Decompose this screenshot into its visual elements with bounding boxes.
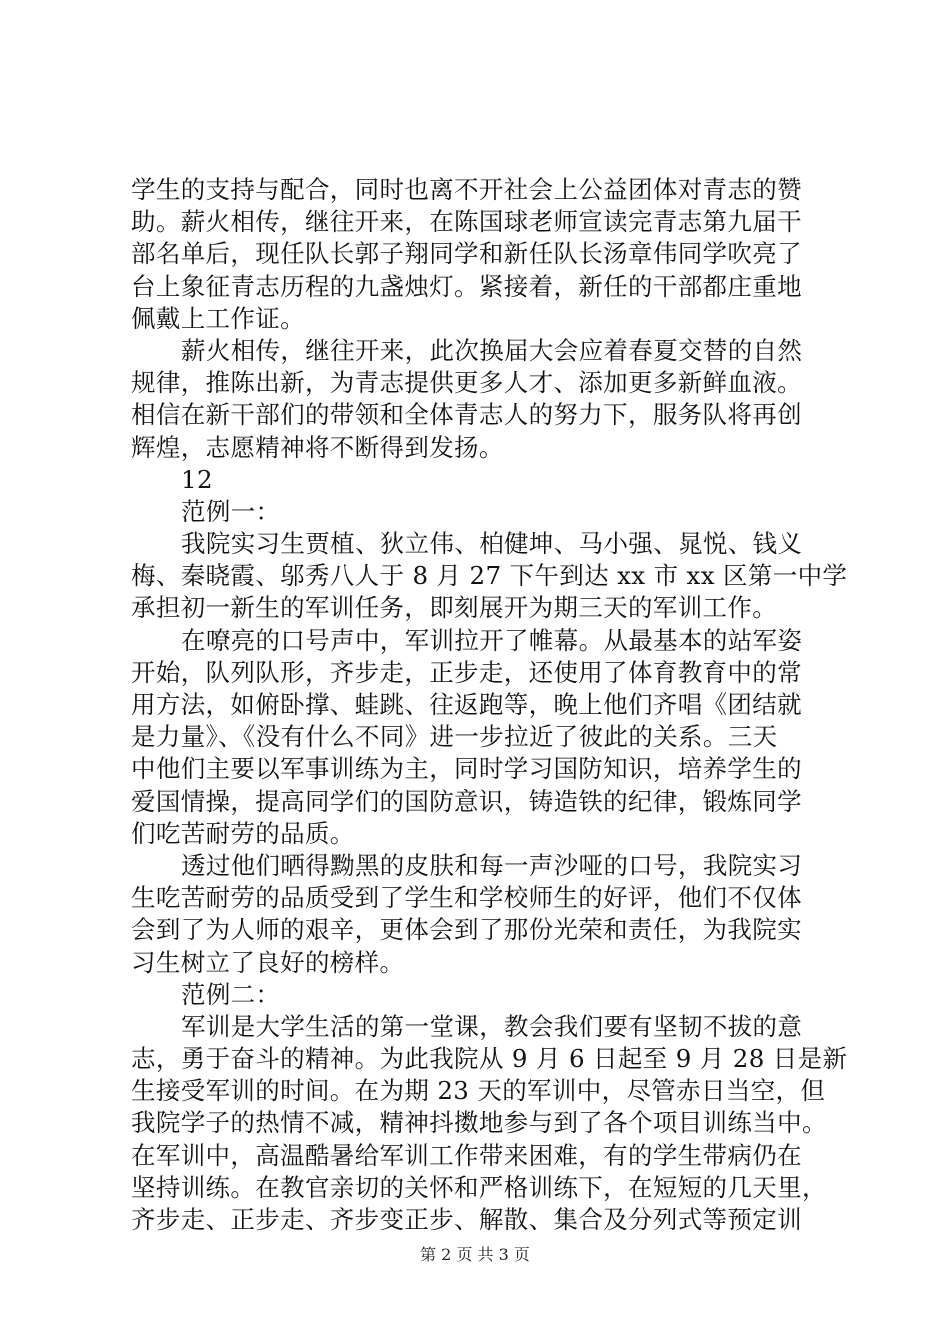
text-line: 助。薪火相传，继往开来，在陈国球老师宣读完青志第九届干 xyxy=(131,207,802,237)
text-line: 志，勇于奋斗的精神。为此我院从 9 月 6 日起至 9 月 28 日是新 xyxy=(131,1044,848,1074)
text-line: 辉煌，志愿精神将不断得到发扬。 xyxy=(131,432,504,462)
text-line: 会到了为人师的艰辛，更体会到了那份光荣和责任，为我院实 xyxy=(131,915,802,945)
text-line: 军训是大学生活的第一堂课，教会我们要有坚韧不拔的意 xyxy=(181,1011,803,1041)
text-line: 爱国情操，提高同学们的国防意识，铸造铁的纪律，锻炼同学 xyxy=(131,786,802,816)
text-line: 学生的支持与配合，同时也离不开社会上公益团体对青志的赞 xyxy=(131,175,802,204)
text-line: 齐步走、正步走、齐步变正步、解散、集合及分列式等预定训 xyxy=(131,1205,802,1234)
page-footer: 第 2 页 共 3 页 xyxy=(420,1245,530,1264)
text-line: 规律，推陈出新，为青志提供更多人才、添加更多新鲜血液。 xyxy=(131,368,802,398)
text-line: 相信在新干部们的带领和全体青志人的努力下，服务队将再创 xyxy=(131,400,802,430)
text-line: 薪火相传，继往开来，此次换届大会应着春夏交替的自然 xyxy=(181,335,803,365)
text-line: 是力量》、《没有什么不同》进一步拉近了彼此的关系。三天 xyxy=(131,722,778,752)
text-line: 我院学子的热情不减，精神抖擞地参与到了各个项目训练当中。 xyxy=(131,1108,827,1138)
text-line: 范例一： xyxy=(181,496,281,526)
text-line: 在嘹亮的口号声中，军训拉开了帷幕。从最基本的站军姿 xyxy=(181,625,803,655)
text-line: 用方法，如俯卧撑、蛙跳、往返跑等，晚上他们齐唱《团结就 xyxy=(131,690,802,719)
text-line: 台上象征青志历程的九盏烛灯。紧接着，新任的干部都庄重地 xyxy=(131,271,802,301)
text-line: 中他们主要以军事训练为主，同时学习国防知识，培养学生的 xyxy=(131,754,802,784)
text-line: 在军训中，高温酷暑给军训工作带来困难，有的学生带病仍在 xyxy=(131,1140,802,1170)
text-line: 透过他们晒得黝黑的皮肤和每一声沙哑的口号，我院实习 xyxy=(181,850,803,880)
text-line: 生接受军训的时间。在为期 23 天的军训中，尽管赤日当空，但 xyxy=(131,1076,826,1106)
text-line: 习生树立了良好的榜样。 xyxy=(131,947,405,977)
text-line: 梅、秦晓霞、邬秀八人于 8 月 27 下午到达 xx 市 xx 区第一中学 xyxy=(131,561,848,591)
text-line: 佩戴上工作证。 xyxy=(131,303,305,333)
text-line: 开始，队列队形，齐步走，正步走，还使用了体育教育中的常 xyxy=(131,657,802,687)
text-line: 坚持训练。在教官亲切的关怀和严格训练下，在短短的几天里， xyxy=(131,1172,827,1202)
text-line: 12 xyxy=(181,464,213,494)
document-body xyxy=(131,174,848,1236)
text-line: 承担初一新生的军训任务，即刻展开为期三天的军训工作。 xyxy=(131,593,778,623)
text-line: 们吃苦耐劳的品质。 xyxy=(131,818,355,848)
text-line: 生吃苦耐劳的品质受到了学生和学校师生的好评，他们不仅体 xyxy=(131,883,802,913)
text-line: 范例二： xyxy=(181,979,281,1009)
text-line: 部名单后，现任队长郭子翔同学和新任队长汤章伟同学吹亮了 xyxy=(131,239,802,269)
text-line: 我院实习生贾植、狄立伟、柏健坤、马小强、晁悦、钱义 xyxy=(181,529,803,559)
